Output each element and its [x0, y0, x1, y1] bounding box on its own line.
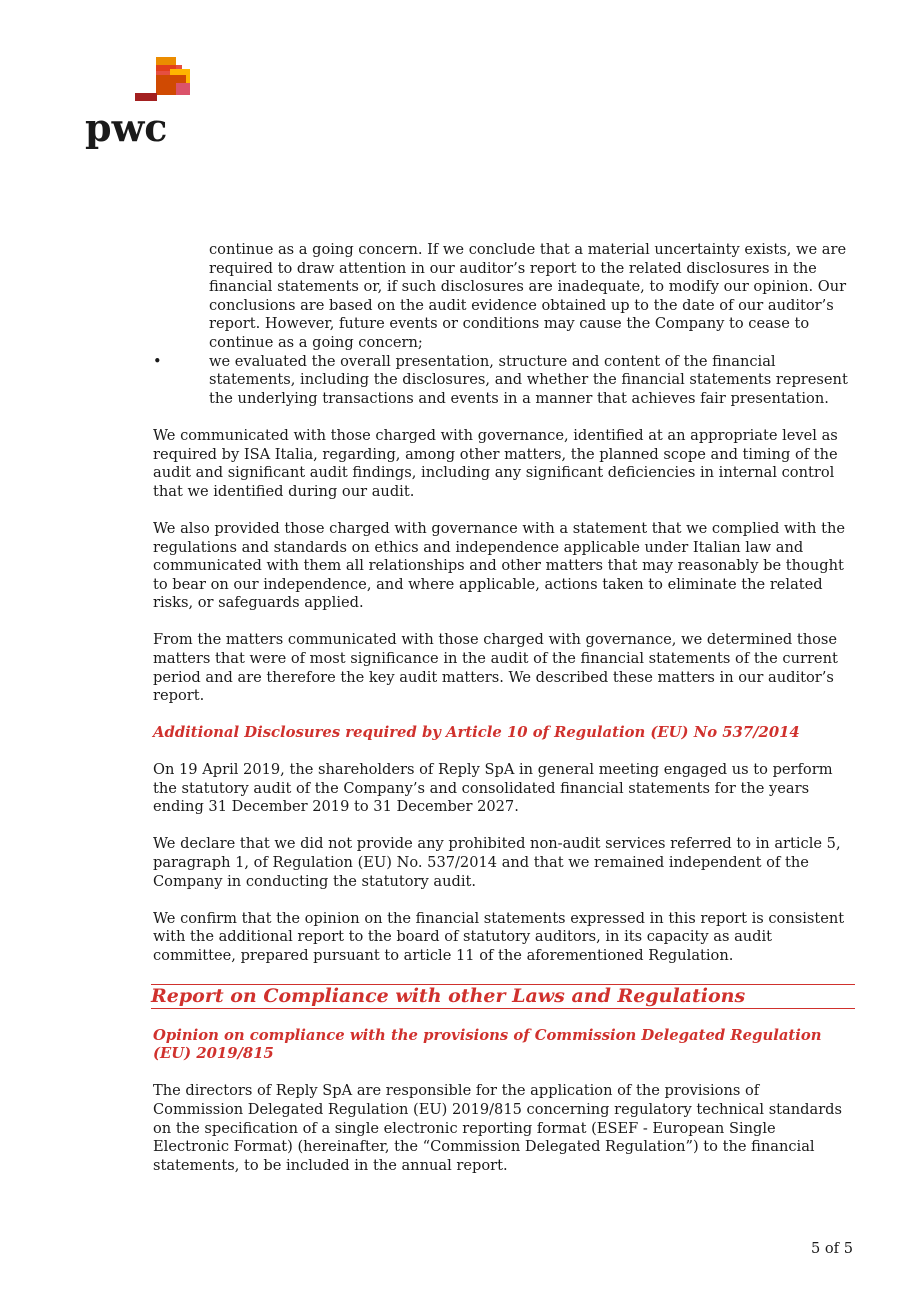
paragraph-governance: We communicated with those charged with governance, identified at an appropriate level as required by ISA Italia, regarding, among other matters, the planned scope and timing of the audit and significant audit findings, including any significant deficiencies in internal control that we identified during our audit.	[153, 426, 838, 500]
report-body	[153, 241, 853, 1175]
pwc-logo-mark	[85, 55, 200, 150]
paragraph-engagement: On 19 April 2019, the shareholders of Reply SpA in general meeting engaged us to perform the statutory audit of the Company’s and consolidated financial statements for the years ending 31 December 2019 to 31 December 2027.	[153, 761, 833, 816]
bullet-symbol: •	[153, 352, 162, 370]
paragraph-directors-esef: The directors of Reply SpA are responsible for the application of the provisions of Commission Delegated Regulation (EU) 2019/815 concerning regulatory technical standards on the specification of a single electronic reporting format (ESEF - European Single Electronic Format) (hereinafter, the “Commission Delegated Regulation”) to the financial statements, to be included in the annual report.	[153, 1082, 842, 1174]
heading-compliance-report: Report on Compliance with other Laws and Regulations	[151, 984, 855, 1009]
paragraph-consistency: We confirm that the opinion on the financial statements expressed in this report is consistent with the additional report to the board of statutory auditors, in its capacity as audit committee, prepared pursuant to article 11 of the aforementioned Regulation.	[153, 909, 845, 964]
heading-additional-disclosures: Additional Disclosures required by Article 10 of Regulation (EU) No 537/2014	[153, 723, 800, 741]
bullet-text: we evaluated the overall presentation, structure and content of the financial statements, including the disclosures, and whether the financial statements represent the underlying transactions and events in a manner that achieves fair presentation.	[209, 352, 848, 407]
subheading-esef-opinion: Opinion on compliance with the provisions of Commission Delegated Regulation (EU) 2019/815	[153, 1026, 822, 1063]
paragraph-independence: We declare that we did not provide any prohibited non-audit services referred to in article 5, paragraph 1, of Regulation (EU) No. 537/2014 and that we remained independent of the Company in conducting the statutory audit.	[153, 835, 841, 890]
paragraph-ethics: We also provided those charged with governance with a statement that we complied with the regulations and standards on ethics and independence applicable under Italian law and communicated with them all relationships and other matters that may reasonably be thought to bear on our independence, and where applicable, actions taken to eliminate the related risks, or safeguards applied.	[153, 519, 845, 612]
paragraph-key-matters: From the matters communicated with those charged with governance, we determined those matters that were of most significance in the audit of the financial statements of the current period and are therefore the key audit matters. We described these matters in our auditor’s report.	[153, 631, 838, 705]
bullet-item	[153, 353, 853, 409]
continuation-paragraph: continue as a going concern. If we conclude that a material uncertainty exists, we are required to draw attention in our auditor’s report to the related disclosures in the financial statements or, if such disclosures are inadequate, to modify our opinion. Our conclusions are based on the audit evidence obtained up to the date of our auditor’s report. However, future events or conditions may cause the Company to cease to continue as a going concern;	[209, 241, 847, 351]
pwc-logo	[85, 55, 200, 150]
page-number: 5 of 5	[810, 1240, 853, 1257]
svg-text:pwc: pwc	[85, 105, 168, 150]
